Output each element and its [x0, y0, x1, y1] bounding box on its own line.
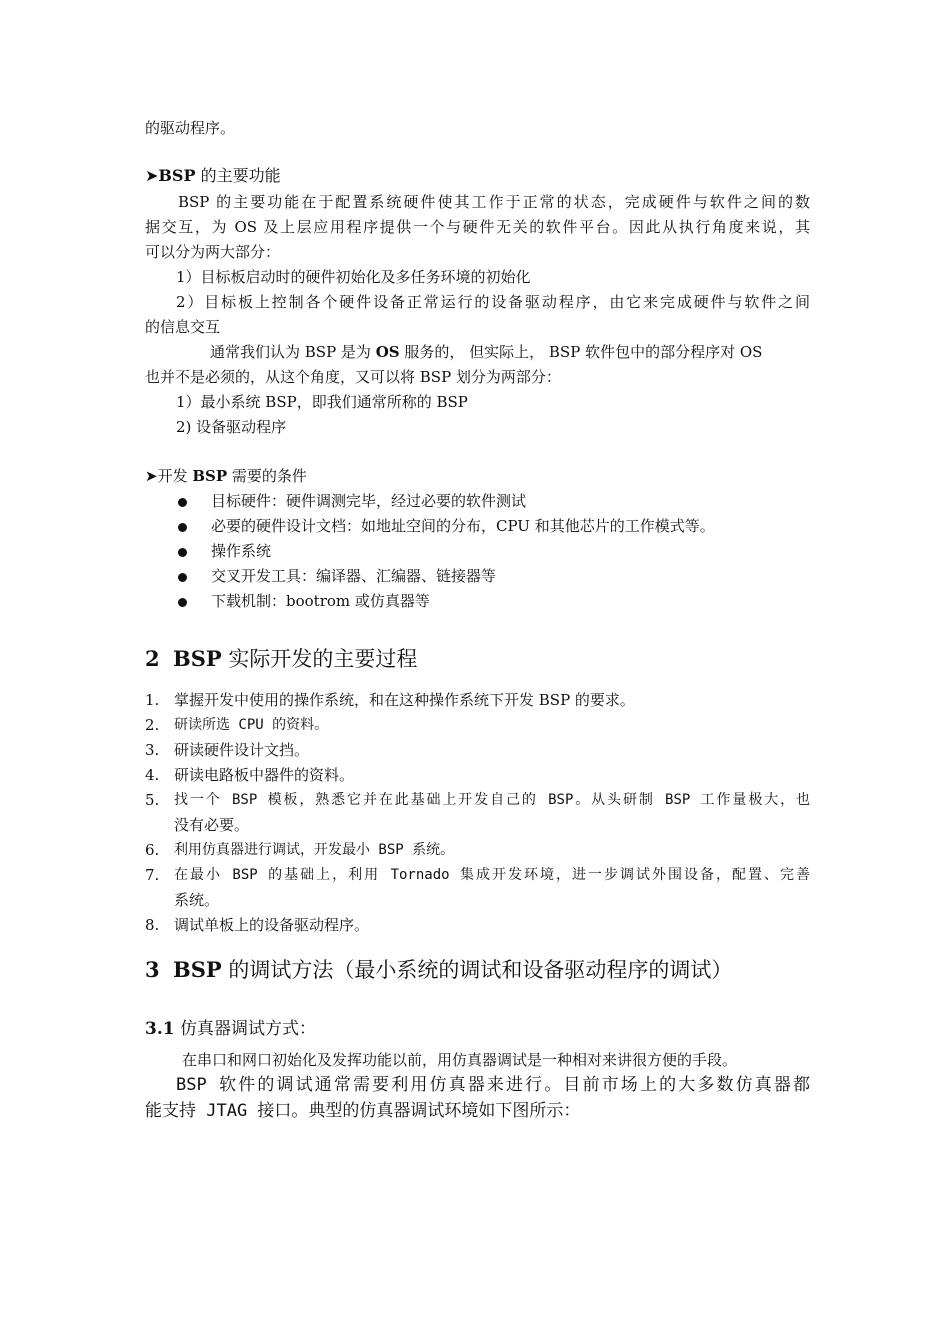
heading-text: 实际开发的主要过程 [221, 647, 418, 671]
heading-text: 的主要功能 [195, 166, 281, 185]
text-line: 的驱动程序。 [145, 119, 236, 137]
list-number: 6. [145, 841, 160, 859]
text-span: 通常我们认为 BSP 是为 [210, 343, 376, 361]
list-text: 找一个 BSP 模板，熟悉它并在此基础上开发自己的 BSP。从头研制 BSP 工作量极大，也 [174, 792, 811, 808]
paragraph-line: 2) 设备驱动程序 [176, 418, 287, 436]
section-heading-conditions [145, 465, 307, 487]
paragraph-line: 在串口和网口初始化及发挥功能以前，用仿真器调试是一种相对来讲很方便的手段。 [182, 1051, 738, 1069]
list-text: 研读硬件设计文挡。 [174, 741, 310, 759]
paragraph-line: 也并不是必须的，从这个角度，又可以将 BSP 划分为两部分： [145, 368, 561, 386]
list-text: 研读电路板中器件的资料。 [174, 766, 355, 784]
paragraph-line: 1）目标板启动时的硬件初始化及多任务环境的初始化 [176, 268, 531, 286]
bullet-item [178, 491, 526, 511]
list-text: 研读所选 CPU 的资料。 [174, 717, 329, 733]
bullet-text: 目标硬件：硬件调测完毕，经过必要的软件测试 [211, 492, 527, 510]
heading-number: 3.1 [145, 1019, 175, 1039]
bullet-item [178, 566, 496, 586]
paragraph-line: 的信息交互 [145, 318, 221, 336]
heading-bold: BSP [173, 957, 222, 982]
heading-text: 仿真器调试方式： [174, 1019, 316, 1039]
bullet-item [178, 591, 430, 611]
bullet-item [178, 516, 715, 536]
filled-circle-icon [178, 573, 187, 582]
list-text: 在最小 BSP 的基础上，利用 Tornado 集成开发环境，进一步调试外围设备，配置、完善 [174, 867, 810, 883]
heading-bold: BSP [192, 467, 228, 485]
heading-bold: BSP [158, 166, 196, 185]
section-heading-bsp-function [145, 165, 281, 187]
list-text: 没有必要。 [174, 816, 250, 834]
bullet-item [178, 541, 271, 561]
heading-text: 需要的条件 [227, 467, 307, 485]
arrow-right-icon: ➤ [145, 166, 159, 185]
heading-number: 3 [145, 957, 160, 982]
list-number: 1. [145, 691, 160, 709]
list-number: 3. [145, 741, 160, 759]
list-text: 调试单板上的设备驱动程序。 [174, 916, 370, 934]
list-number: 2. [145, 716, 160, 734]
paragraph-line: 能支持 JTAG 接口。典型的仿真器调试环境如下图所示： [145, 1101, 581, 1121]
filled-circle-icon [178, 548, 187, 557]
paragraph-line [210, 342, 810, 362]
text-bold-os: OS [375, 343, 400, 361]
paragraph-line: BSP 软件的调试通常需要利用仿真器来进行。目前市场上的大多数仿真器都 [176, 1075, 810, 1095]
list-number: 4. [145, 766, 160, 784]
subsection-heading-3-1 [145, 1018, 316, 1040]
list-number: 5. [145, 791, 160, 809]
section-heading-3 [145, 957, 732, 983]
bullet-text: 操作系统 [211, 542, 272, 560]
heading-text: 开发 [157, 467, 193, 485]
arrow-right-icon: ➤ [145, 467, 158, 485]
bullet-text: 必要的硬件设计文档：如地址空间的分布，CPU 和其他芯片的工作模式等。 [211, 517, 715, 535]
list-text: 掌握开发中使用的操作系统，和在这种操作系统下开发 BSP 的要求。 [174, 691, 635, 709]
filled-circle-icon [178, 598, 187, 607]
paragraph-line: BSP 的主要功能在于配置系统硬件使其工作于正常的状态，完成硬件与软件之间的数 [178, 193, 810, 211]
list-text: 系统。 [174, 891, 220, 909]
text-span: 服务的， 但实际上， BSP 软件包中的部分程序对 OS [399, 343, 763, 361]
paragraph-line: 可以分为两大部分： [145, 243, 281, 261]
bullet-text: 交叉开发工具：编译器、汇编器、链接器等 [211, 567, 497, 585]
heading-bold: BSP [173, 646, 222, 671]
list-number: 7. [145, 866, 160, 884]
filled-circle-icon [178, 498, 187, 507]
list-number: 8. [145, 916, 160, 934]
section-heading-2 [145, 646, 417, 672]
filled-circle-icon [178, 523, 187, 532]
list-text: 利用仿真器进行调试，开发最小 BSP 系统。 [174, 842, 455, 858]
heading-text: 的调试方法（最小系统的调试和设备驱动程序的调试） [221, 958, 733, 982]
paragraph-line: 据交互，为 OS 及上层应用程序提供一个与硬件无关的软件平台。因此从执行角度来说，其 [145, 218, 810, 236]
paragraph-line: 2）目标板上控制各个硬件设备正常运行的设备驱动程序，由它来完成硬件与软件之间 [176, 293, 810, 311]
paragraph-line: 1）最小系统 BSP，即我们通常所称的 BSP [176, 393, 468, 411]
heading-number: 2 [145, 646, 160, 671]
bullet-text: 下载机制：bootrom 或仿真器等 [211, 592, 430, 610]
